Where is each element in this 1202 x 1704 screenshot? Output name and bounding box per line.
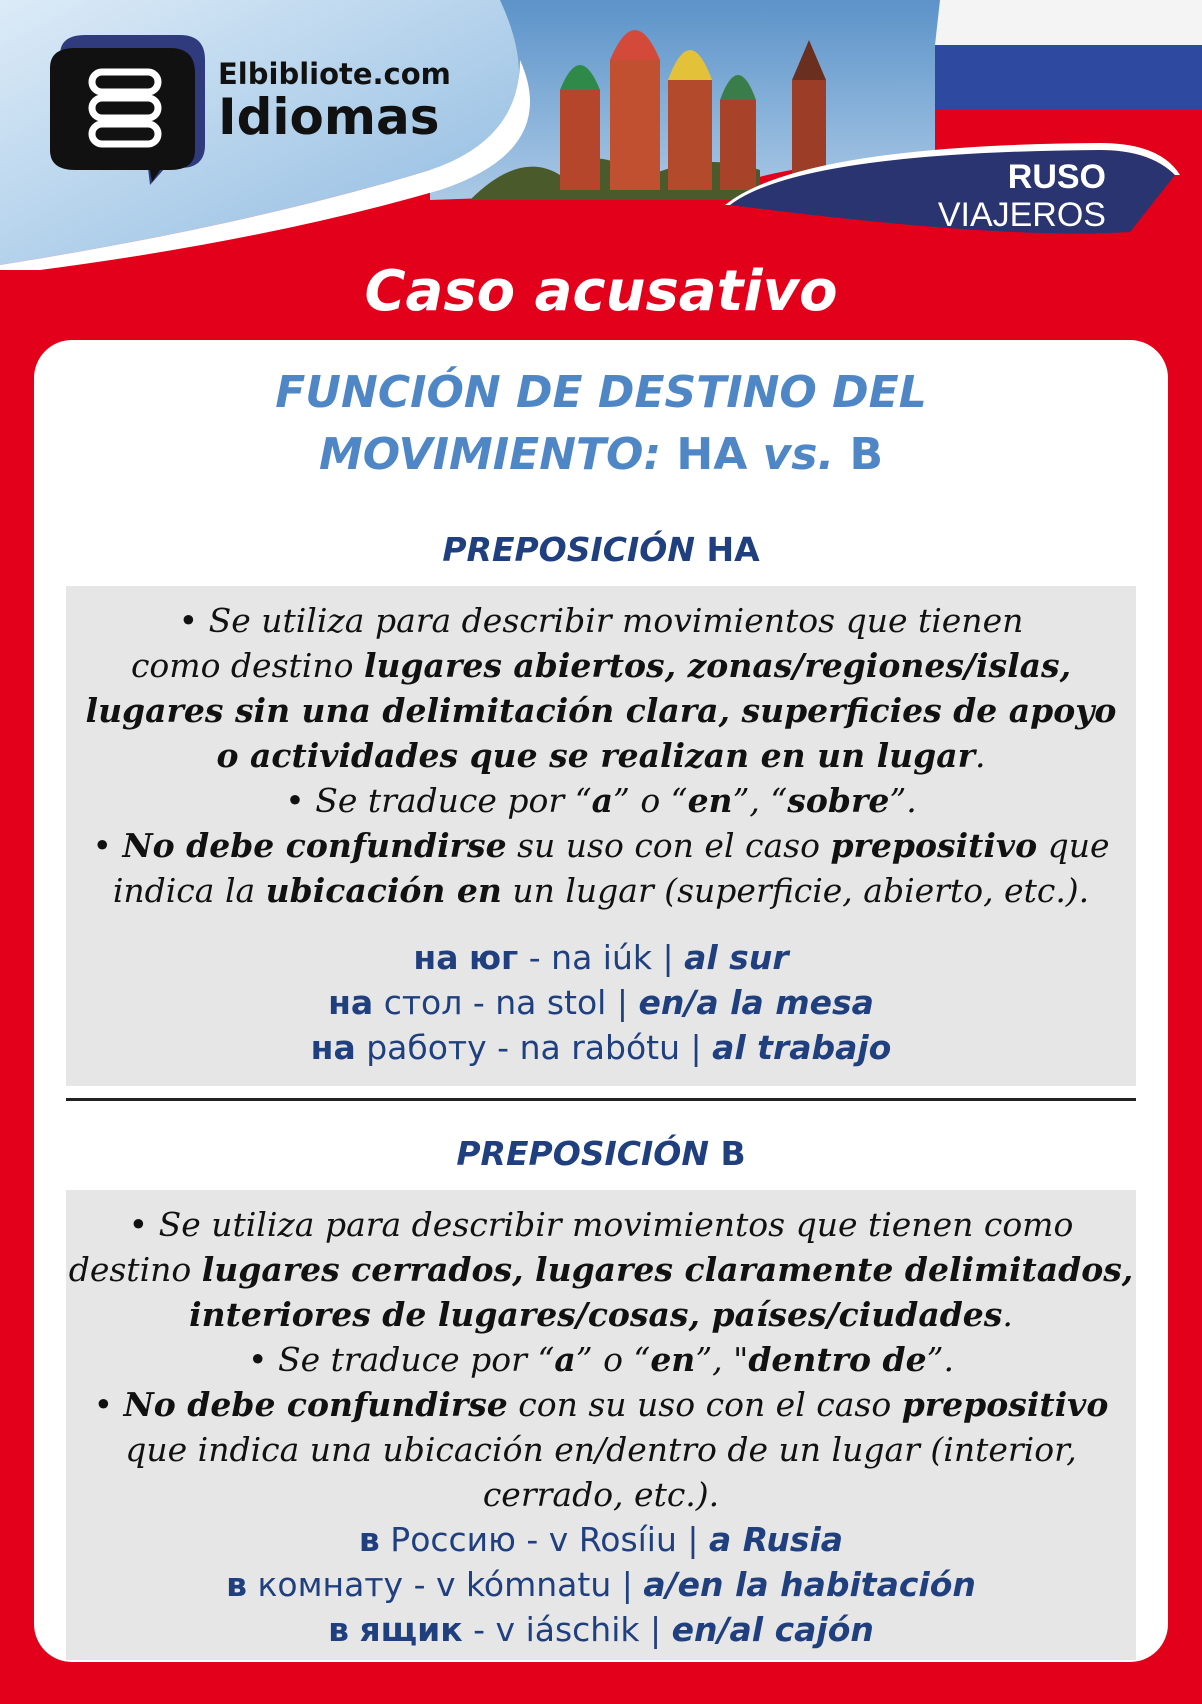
- na-bullet3-line2: indica la ubicación en un lugar (superficie, abierto, etc.).: [112, 871, 1090, 910]
- section-title-v-prep: В: [720, 1134, 746, 1173]
- example-row: в ящик - v iáschik | en/al cajón: [328, 1610, 874, 1649]
- section-title-na-prep: НА: [706, 530, 760, 569]
- example-row: в комнату - v kómnatu | a/en la habitación: [226, 1565, 976, 1604]
- section-v-text: [66, 1202, 1136, 1517]
- na-bullet1-line4: o actividades que se realizan en un lugar.: [216, 736, 986, 775]
- v-bullet2: • Se traduce por “a” o “en”, "dentro de”.: [248, 1340, 954, 1379]
- language-label: RUSO: [1007, 158, 1106, 196]
- header: [0, 0, 1202, 270]
- section-title-v-prefix: PREPOSICIÓN: [456, 1134, 709, 1173]
- section-title-na-prefix: PREPOSICIÓN: [442, 530, 695, 569]
- v-bullet3-line3: cerrado, etc.).: [482, 1475, 720, 1514]
- na-bullet2: • Se traduce por “a” o “en”, “sobre”.: [285, 781, 917, 820]
- na-bullet1-line1: • Se utiliza para describir movimientos que tienen: [178, 601, 1024, 640]
- page-title: Caso acusativo: [364, 259, 838, 324]
- section-divider: [66, 1098, 1136, 1101]
- logo-bubble-icon: [50, 35, 205, 185]
- main-title-prep-v: В: [849, 429, 884, 480]
- section-title-na: [0, 530, 1202, 570]
- example-row: на работу - na rabótu | al trabajo: [310, 1028, 892, 1067]
- v-bullet3-line1: • No debe confundirse con su uso con el caso prepositivo: [93, 1385, 1109, 1424]
- section-v-examples: [66, 1517, 1136, 1652]
- main-title-vs: vs.: [762, 429, 835, 480]
- main-title-prep-na: НА: [676, 429, 748, 480]
- v-bullet3-line2: que indica una ubicación en/dentro de un lugar (interior,: [125, 1430, 1077, 1469]
- na-bullet1-line2: como destino lugares abiertos, zonas/regiones/islas,: [130, 646, 1072, 685]
- section-na-text: [66, 598, 1136, 913]
- logo-site: Elbibliote.com: [218, 57, 451, 91]
- logo-text: [218, 58, 451, 144]
- main-title-line2: [0, 424, 1202, 486]
- v-bullet1-line1: • Se utiliza para describir movimientos que tienen como: [128, 1205, 1074, 1244]
- v-bullet1-line3: interiores de lugares/cosas, países/ciudades.: [189, 1295, 1013, 1334]
- level-ribbon-text: [938, 158, 1106, 234]
- main-title-line1: FUNCIÓN DE DESTINO DEL: [275, 367, 927, 418]
- main-title-prefix: MOVIMIENTO:: [318, 429, 662, 480]
- example-row: на стол - na stol | en/a la mesa: [328, 983, 874, 1022]
- example-row: в Россию - v Rosíiu | a Rusia: [358, 1520, 844, 1559]
- logo-brand: Idiomas: [218, 88, 440, 146]
- example-row: на юг - na iúk | al sur: [413, 938, 789, 977]
- main-title: [0, 362, 1202, 486]
- level-label: VIAJEROS: [937, 196, 1106, 234]
- na-bullet1-line3: lugares sin una delimitación clara, superficies de apoyo: [85, 691, 1117, 730]
- v-bullet1-line2: destino lugares cerrados, lugares claramente delimitados,: [68, 1250, 1134, 1289]
- section-na-examples: [66, 935, 1136, 1070]
- section-title-v: [0, 1134, 1202, 1174]
- na-bullet3-line1: • No debe confundirse su uso con el caso prepositivo que: [92, 826, 1110, 865]
